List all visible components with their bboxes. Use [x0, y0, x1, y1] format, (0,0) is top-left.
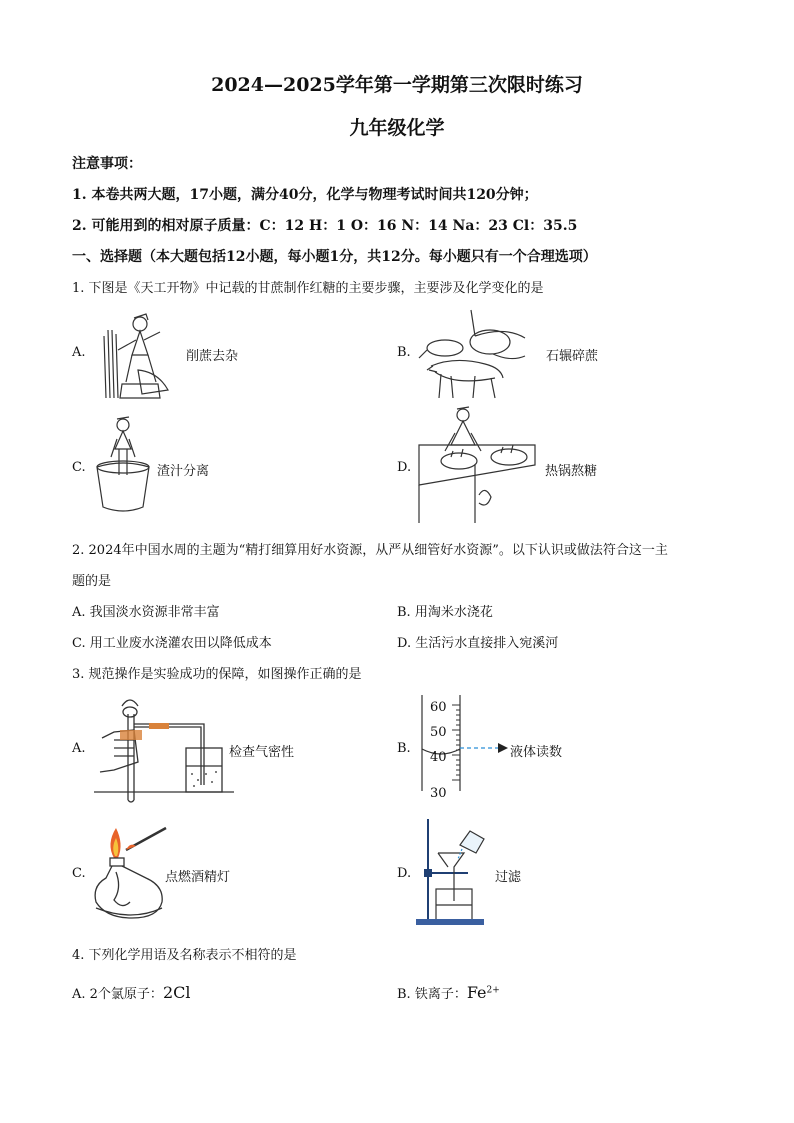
q4-option-b-prefix: B. 铁离子： — [397, 987, 467, 1002]
q1-option-d-label: 热锅熬糖 — [545, 464, 598, 479]
q1-option-c-label: 渣汁分离 — [157, 464, 210, 479]
q4-option-b-charge: 2+ — [486, 985, 500, 996]
q2-option-d: D. 生活污水直接排入宛溪河 — [397, 636, 559, 651]
notes-heading: 注意事项： — [72, 156, 142, 172]
q2-option-c: C. 用工业废水浇灌农田以降低成本 — [72, 636, 272, 651]
q1-option-b-letter: B. — [397, 345, 411, 360]
q1-option-c-letter: C. — [72, 460, 86, 475]
question-1-stem: 1. 下图是《天工开物》中记载的甘蔗制作红糖的主要步骤，主要涉及化学变化的是 — [72, 281, 544, 296]
q2-option-b: B. 用淘米水浇花 — [397, 605, 493, 620]
q3-option-c-letter: C. — [72, 866, 86, 881]
q3-option-b-illustration — [412, 693, 522, 803]
q1-option-d-illustration — [415, 405, 540, 525]
q1-option-a-illustration — [98, 310, 183, 400]
q3-option-b-label: 液体读数 — [510, 745, 563, 760]
q1-option-a-label: 削蔗去杂 — [186, 349, 239, 364]
cylinder-tick-40: 40 — [430, 750, 447, 765]
q3-option-a-letter: A. — [72, 741, 86, 756]
q3-option-c-label: 点燃酒精灯 — [165, 870, 231, 885]
page-title: 2024—2025学年第一学期第三次限时练习 — [211, 74, 583, 96]
cylinder-tick-50: 50 — [430, 725, 447, 740]
notes-line-1: 1. 本卷共两大题，17小题，满分40分，化学与物理考试时间共120分钟； — [72, 187, 538, 203]
question-2-stem-line-2: 题的是 — [72, 574, 112, 589]
notes-line-2: 2. 可能用到的相对原子质量：C：12 H：1 O：16 N：14 Na：23 Cl：35.5 — [72, 218, 578, 234]
q1-option-b-illustration — [415, 306, 540, 402]
q1-option-c-illustration — [93, 415, 153, 515]
q3-option-d-illustration — [414, 815, 494, 930]
cylinder-tick-60: 60 — [430, 700, 447, 715]
q3-option-c-illustration — [92, 822, 172, 922]
q4-option-b — [397, 983, 500, 1002]
question-3-stem: 3. 规范操作是实验成功的保障，如图操作正确的是 — [72, 667, 362, 682]
q4-option-a-prefix: A. 2个氯原子： — [72, 987, 163, 1002]
q3-option-a-illustration — [94, 690, 234, 802]
cylinder-tick-30: 30 — [430, 786, 447, 801]
q3-option-b-letter: B. — [397, 741, 411, 756]
q2-option-a: A. 我国淡水资源非常丰富 — [72, 605, 220, 620]
q4-option-b-formula: Fe — [466, 983, 487, 1002]
q1-option-d-letter: D. — [397, 460, 412, 475]
q3-option-d-letter: D. — [397, 866, 412, 881]
q1-option-a-letter: A. — [72, 345, 86, 360]
section-heading: 一、选择题（本大题包括12小题，每小题1分，共12分。每小题只有一个合理选项） — [72, 249, 597, 265]
q3-option-a-label: 检查气密性 — [229, 745, 295, 760]
question-4-stem: 4. 下列化学用语及名称表示不相符的是 — [72, 948, 297, 963]
question-2-stem-line-1: 2. 2024年中国水周的主题为“精打细算用好水资源，从严从细管好水资源”。以下认识或做法符合这一主 — [72, 543, 668, 558]
q3-option-d-label: 过滤 — [495, 870, 522, 885]
page-subtitle: 九年级化学 — [349, 117, 445, 139]
q4-option-a — [72, 983, 190, 1002]
q1-option-b-label: 石辗碎蔗 — [546, 349, 599, 364]
q4-option-a-formula: 2Cl — [162, 983, 191, 1002]
